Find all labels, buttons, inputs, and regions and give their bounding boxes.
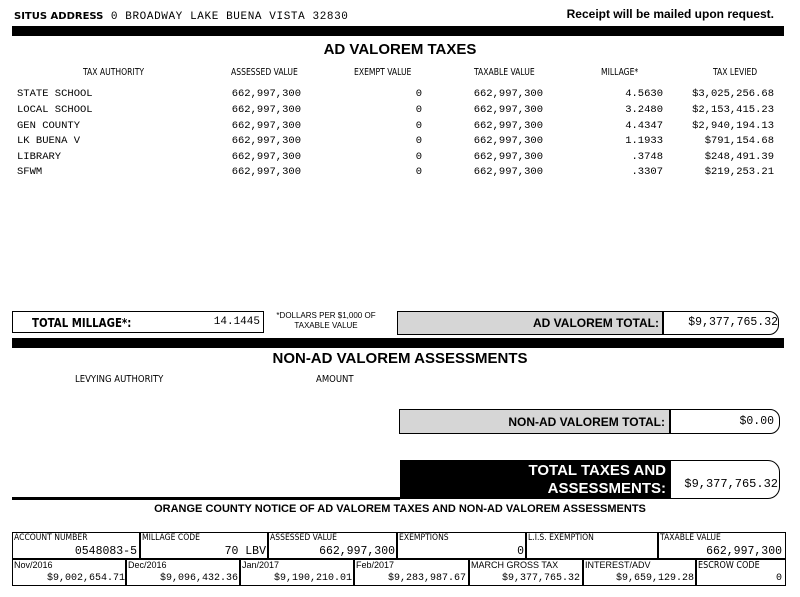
payment-label: MARCH GROSS TAX [471,560,559,570]
row-levied: $2,940,194.13 [692,120,774,132]
grand-total-label-line1: TOTAL TAXES AND [528,462,666,479]
payment-value: $9,377,765.32 [501,573,580,584]
row-taxable: 662,997,300 [473,135,543,147]
row-authority: STATE SCHOOL [17,88,93,100]
col-exempt-value: EXEMPT VALUE [354,67,412,78]
ad-valorem-title: AD VALOREM TAXES [323,41,477,58]
payment-label: INTEREST/ADV [585,560,651,570]
payment-value: $9,096,432.36 [159,573,238,584]
table-row [0,151,800,167]
grand-total-label-line2: ASSESSMENTS: [547,480,666,497]
escrow-label: ESCROW CODE [698,560,760,571]
taxable-value-label: TAXABLE VALUE [660,533,721,543]
exemptions-label: EXEMPTIONS [399,533,449,543]
county-notice: ORANGE COUNTY NOTICE OF AD VALOREM TAXES AND NON-AD VALOREM ASSESSMENTS [154,503,646,515]
non-ad-valorem-total-label: NON-AD VALOREM TOTAL: [508,415,665,429]
row-taxable: 662,997,300 [473,88,543,100]
row-taxable: 662,997,300 [473,120,543,132]
account-number-value: 0548083-5 [74,545,137,558]
grand-total-value: $9,377,765.32 [684,477,778,491]
row-authority: SFWM [17,166,43,178]
row-assessed: 662,997,300 [231,88,301,100]
row-authority: LOCAL SCHOOL [17,104,93,116]
row-levied: $3,025,256.68 [692,88,774,100]
assessed-value-label: ASSESSED VALUE [270,533,337,543]
situs-address-value: 0 BROADWAY LAKE BUENA VISTA 32830 [110,11,349,23]
grand-total-label [400,462,666,498]
row-authority: GEN COUNTY [17,120,81,132]
row-levied: $219,253.21 [704,166,774,178]
account-number-label: ACCOUNT NUMBER [14,533,88,543]
payment-label: Feb/2017 [356,560,395,570]
row-assessed: 662,997,300 [231,151,301,163]
table-row [0,166,800,182]
non-ad-valorem-title: NON-AD VALOREM ASSESSMENTS [272,350,528,367]
row-taxable: 662,997,300 [473,104,543,116]
col-assessed-value: ASSESSED VALUE [231,67,298,78]
payment-label: Nov/2016 [14,560,53,570]
millage-code-label: MILLAGE CODE [142,533,200,543]
row-millage: 1.1933 [625,135,663,147]
row-exempt: 0 [415,135,422,147]
lis-exemption-label: L.I.S. EXEMPTION [528,533,594,543]
row-levied: $791,154.68 [704,135,774,147]
millage-note-line2: TAXABLE VALUE [294,321,358,330]
exemptions-value: 0 [517,545,524,558]
col-levying-authority: LEVYING AUTHORITY [75,374,164,385]
payment-label: Jan/2017 [242,560,280,570]
table-row [0,88,800,104]
mid-divider [12,338,784,348]
lower-divider [12,497,400,500]
row-millage: 4.4347 [625,120,663,132]
row-exempt: 0 [415,166,422,178]
row-taxable: 662,997,300 [473,166,543,178]
row-millage: 3.2480 [625,104,663,116]
top-divider [12,26,784,36]
escrow-value: 0 [775,573,782,584]
row-exempt: 0 [415,104,422,116]
row-taxable: 662,997,300 [473,151,543,163]
situs-address [14,9,349,23]
payment-value: $9,190,210.01 [273,573,352,584]
col-amount: AMOUNT [316,374,354,385]
millage-code-value: 70 LBV [224,545,266,558]
row-authority: LK BUENA V [17,135,81,147]
payment-value: $9,283,987.67 [387,573,466,584]
payment-value: $9,659,129.28 [615,573,694,584]
row-authority: LIBRARY [17,151,62,163]
row-assessed: 662,997,300 [231,104,301,116]
row-assessed: 662,997,300 [231,166,301,178]
ad-valorem-total-label: AD VALOREM TOTAL: [533,316,659,330]
table-row [0,120,800,136]
row-assessed: 662,997,300 [231,120,301,132]
payment-value: $9,002,654.71 [46,573,125,584]
taxable-value-value: 662,997,300 [706,545,782,558]
total-millage-value: 14.1445 [213,316,260,328]
situs-address-label: SITUS ADDRESS [14,11,104,22]
millage-note-line1: *DOLLARS PER $1,000 OF [276,311,376,320]
col-tax-authority: TAX AUTHORITY [83,67,145,78]
col-tax-levied: TAX LEVIED [713,67,758,78]
non-ad-valorem-total-value: $0.00 [739,415,774,428]
row-levied: $2,153,415.23 [692,104,774,116]
row-millage: 4.5630 [625,88,663,100]
payment-label: Dec/2016 [128,560,167,570]
row-exempt: 0 [415,120,422,132]
total-millage-label: TOTAL MILLAGE*: [32,316,132,330]
assessed-value-value: 662,997,300 [319,545,395,558]
row-assessed: 662,997,300 [231,135,301,147]
ad-valorem-total-value: $9,377,765.32 [688,316,778,329]
row-millage: .3307 [631,166,663,178]
row-levied: $248,491.39 [704,151,774,163]
table-row [0,135,800,151]
row-millage: .3748 [631,151,663,163]
row-exempt: 0 [415,88,422,100]
receipt-note: Receipt will be mailed upon request. [566,7,774,21]
millage-note [266,311,386,331]
table-row [0,104,800,120]
col-millage: MILLAGE* [601,67,639,78]
col-taxable-value: TAXABLE VALUE [474,67,535,78]
row-exempt: 0 [415,151,422,163]
